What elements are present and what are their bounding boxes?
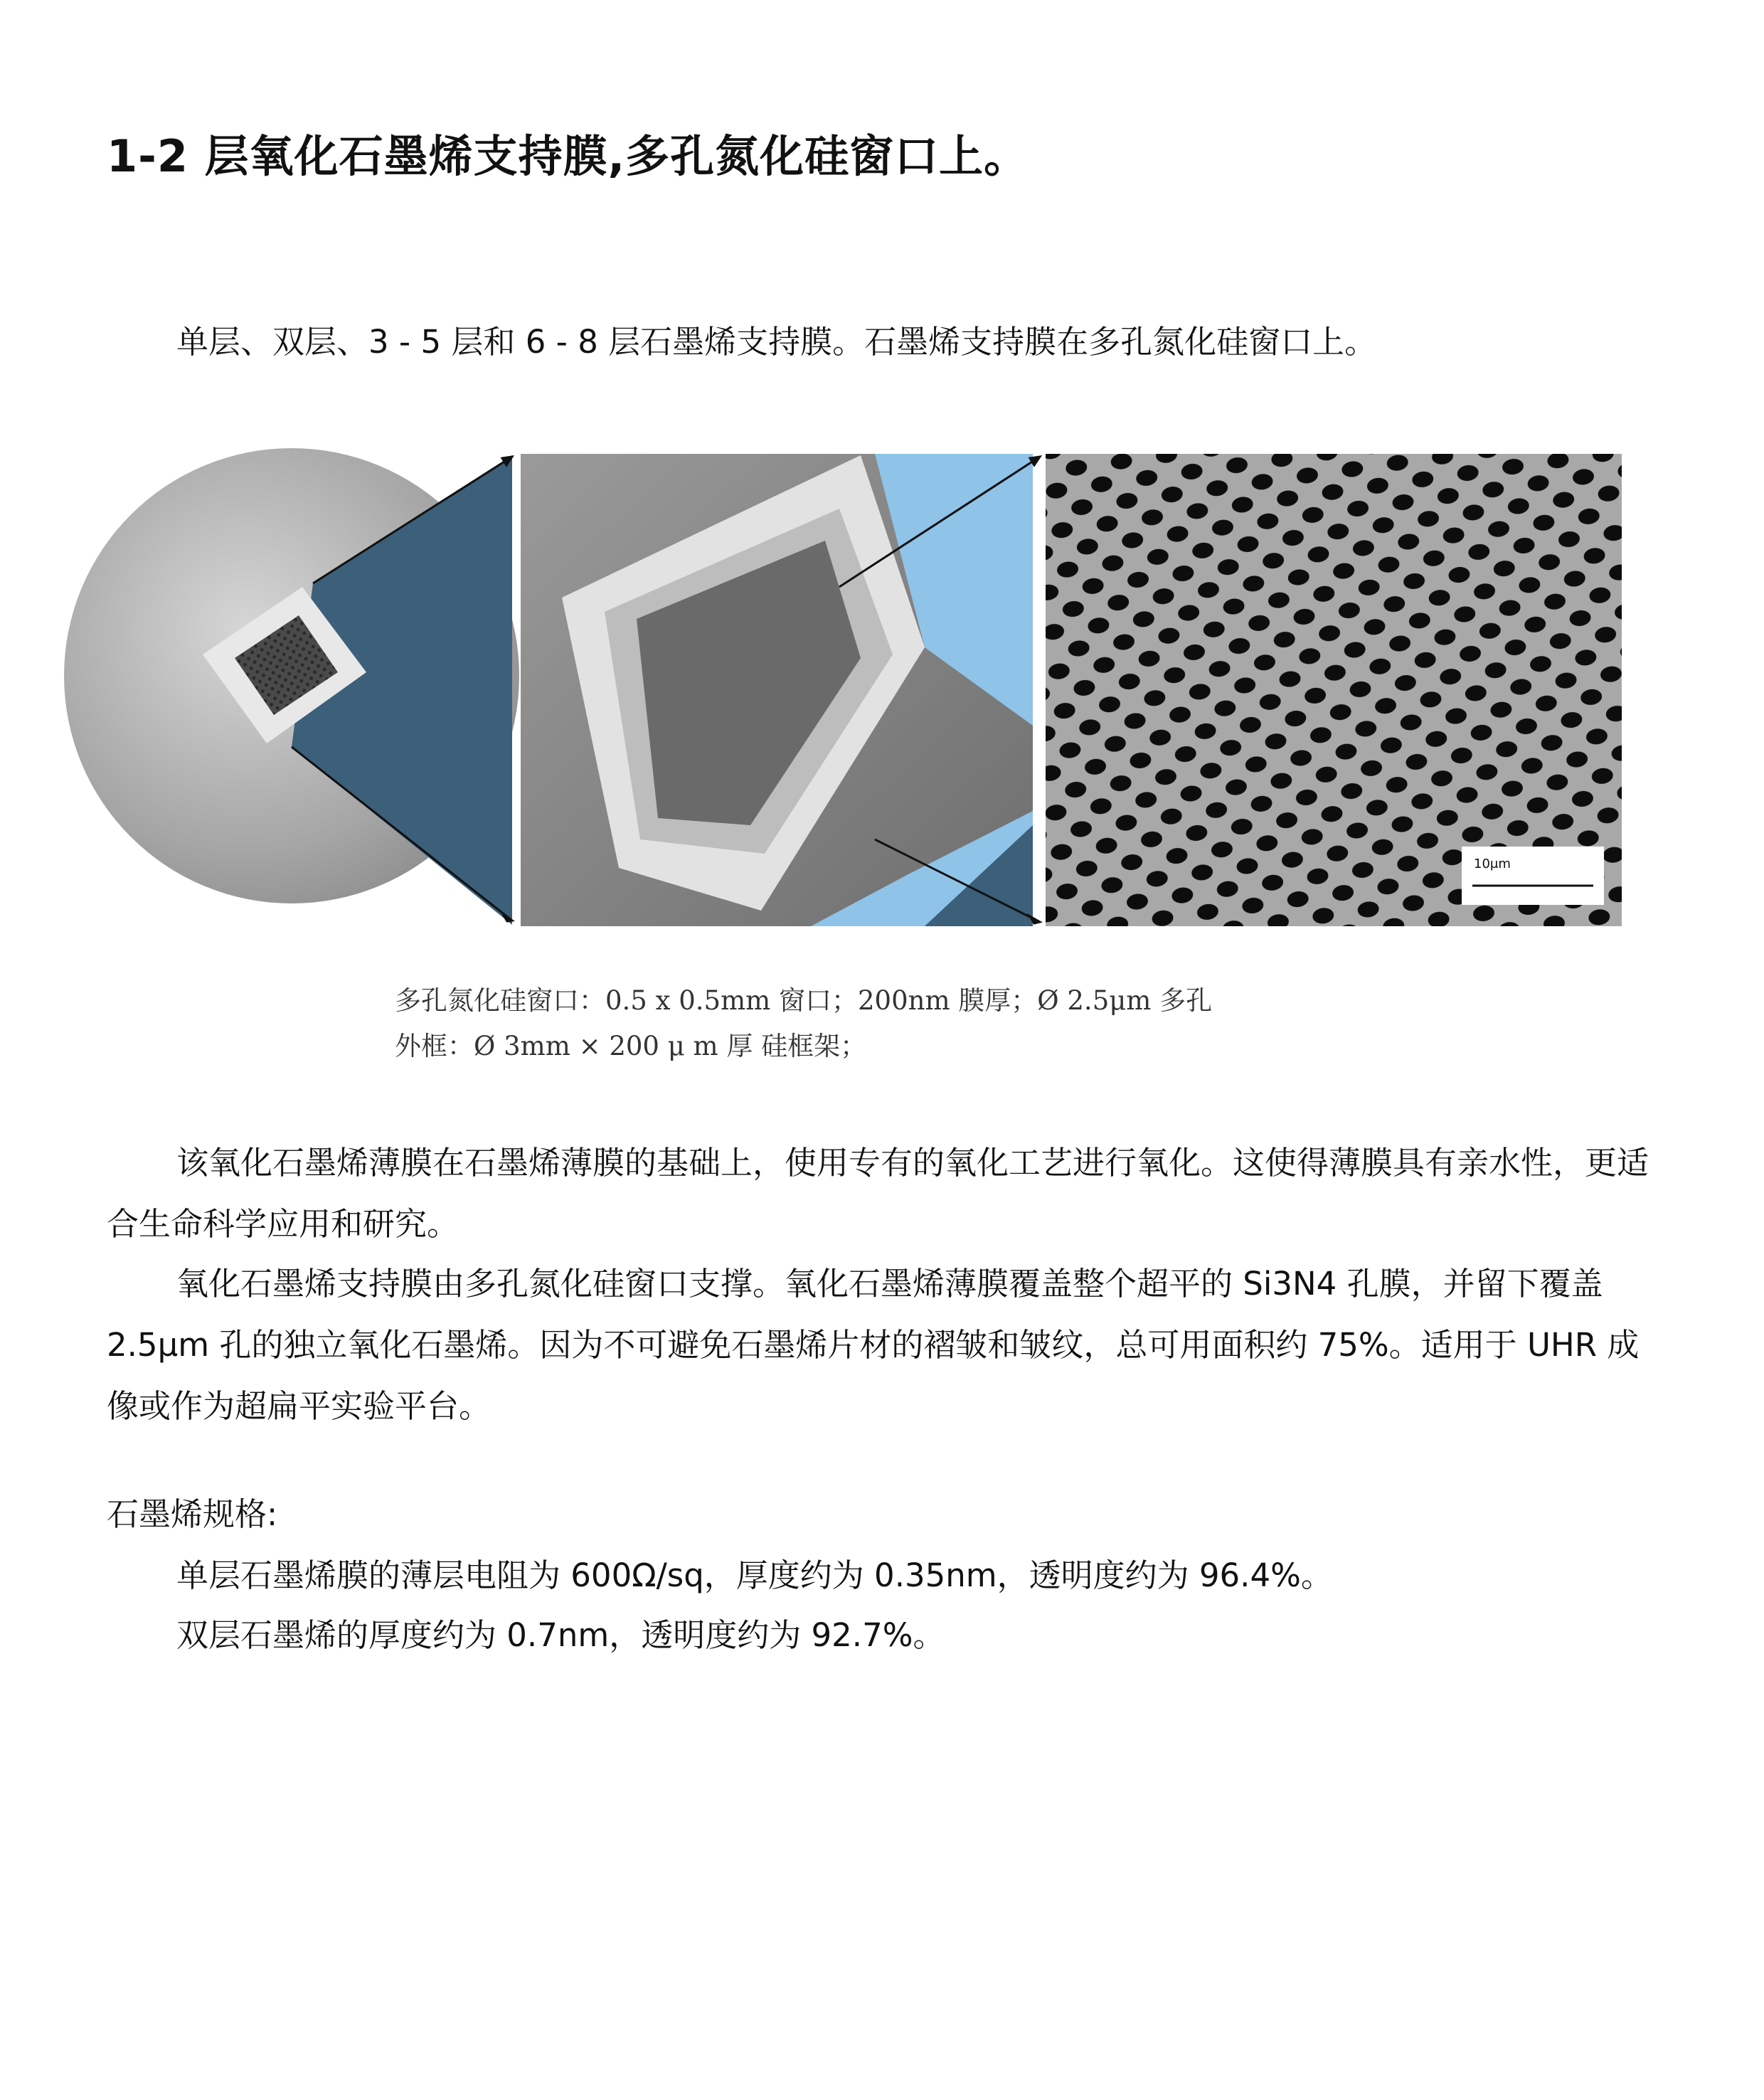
membrane-figure [50,441,1629,939]
scale-bar-box [1462,847,1604,905]
spec-single-layer: 单层石墨烯膜的薄层电阻为 600Ω/sq，厚度约为 0.35nm，透明度约为 96.4%。 [176,1557,1333,1594]
paragraph-text: 氧化石墨烯支持膜由多孔氮化硅窗口支撑。氧化石墨烯薄膜覆盖整个超平的 Si3N4 孔膜，并留下覆盖 2.5μm 孔的独立氧化石墨烯。因为不可避免石墨烯片材的褶皱和皱纹，总可用面积约 75%。适用于 UHR 成像或作为超扁平实验平台。 [107,1265,1640,1425]
scale-bar-label: 10μm [1474,857,1511,871]
holey-membrane-panel [1046,454,1622,926]
caption-line-1: 多孔氮化硅窗口：0.5 x 0.5mm 窗口；200nm 膜厚；Ø 2.5μm 多孔 [395,985,1213,1016]
specs-heading: 石墨烯规格: [107,1495,278,1533]
paragraph-support [107,1253,1650,1437]
figure-caption [395,978,1212,1069]
paragraph-text: 该氧化石墨烯薄膜在石墨烯薄膜的基础上，使用专有的氧化工艺进行氧化。这使得薄膜具有亲水性，更适合生命科学应用和研究。 [107,1144,1649,1243]
subtitle: 单层、双层、3 - 5 层和 6 - 8 层石墨烯支持膜。石墨烯支持膜在多孔氮化硅窗口上。 [176,323,1377,361]
page-title: 1-2 层氧化石墨烯支持膜,多孔氮化硅窗口上。 [107,130,1029,182]
window-sem-panel [521,454,1033,926]
spec-double-layer: 双层石墨烯的厚度约为 0.7nm，透明度约为 92.7%。 [176,1616,945,1654]
caption-line-2: 外框：Ø 3mm × 200 μ m 厚 硅框架； [395,1031,867,1061]
paragraph-oxidation [107,1133,1650,1255]
